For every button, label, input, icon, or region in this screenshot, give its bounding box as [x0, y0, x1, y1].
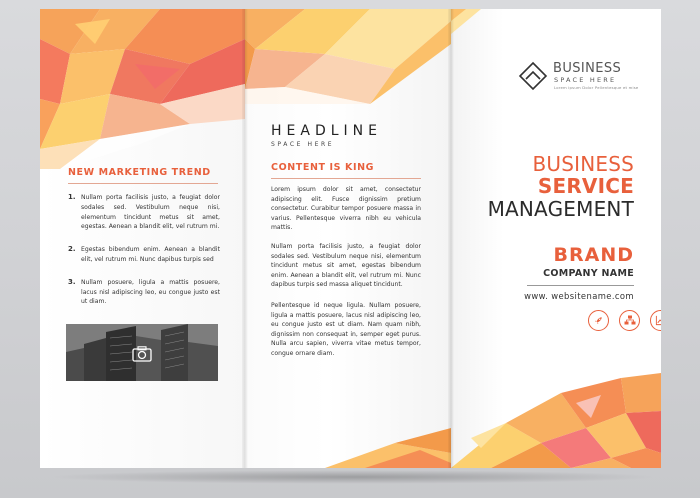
rocket-icon — [588, 310, 609, 331]
polygon-art-top-right — [451, 9, 661, 39]
company-name: COMPANY NAME — [543, 268, 634, 279]
list-text: Nullam porta facilisis justo, a feugiat dolor sodales sed. Vestibulum neque nisi, elementum tincidunt metus sit amet, egestas. Aenean a blandit elit, vel rutrum mi. — [81, 194, 220, 231]
title-line-service: SERVICE — [537, 174, 634, 198]
logo-title: BUSINESS — [553, 61, 622, 76]
section-title: CONTENT IS KING — [271, 162, 375, 173]
growth-chart-icon — [650, 310, 661, 331]
list-text: Nullam posuere, ligula a mattis posuere, lacus nisl adipiscing leo, eu congue justo est ut diam. — [81, 278, 220, 306]
fold-line — [448, 9, 454, 468]
list-number: 1. — [68, 193, 76, 201]
divider — [68, 183, 218, 184]
logo-tagline: Lorem ipsum Dolor Pellentesque et mise — [554, 85, 639, 90]
numbered-list — [68, 193, 220, 320]
polygon-art-bottom-middle — [245, 428, 451, 468]
diamond-logo-icon — [517, 60, 549, 92]
website-url: www. websitename.com — [524, 291, 634, 301]
list-item — [68, 278, 220, 307]
divider — [271, 178, 421, 179]
body-paragraph: Pellentesque id neque ligula. Nullam posuere, ligula a mattis posuere, lacus nisl adipiscing leo, eu congue justo est ut diam. Nam quam nibh, dignissim non consequat in, semper eget purus. Nulla arcu sapien, viverra vitae metus tempor, congue ornare diam. — [271, 302, 421, 357]
body-paragraph: Lorem ipsum dolor sit amet, consectetur adipiscing elit. Fusce dignissim pretium consectetur. Curabitur tempor posuere massa in varius. Pellentesque viverra nibh eu vehicula mattis. — [271, 186, 421, 232]
polygon-art-top-left — [40, 9, 245, 169]
photo-placeholder — [66, 324, 218, 381]
polygon-art-top-middle — [245, 9, 451, 109]
logo-subtitle: SPACE HERE — [554, 76, 617, 84]
list-number: 3. — [68, 277, 76, 286]
polygon-art-bottom-right — [451, 373, 661, 468]
list-text: Egestas bibendum enim. Aenean a blandit elit, vel rutrum mi. Nunc dapibus turpis sed — [81, 246, 220, 263]
headline: HEADLINE — [271, 123, 382, 139]
divider — [527, 285, 634, 286]
list-item — [68, 193, 220, 232]
contact-icons — [588, 310, 661, 332]
section-title: NEW MARKETING TREND — [68, 167, 211, 178]
brochure-shadow — [48, 470, 658, 484]
trifold-brochure — [40, 9, 661, 468]
team-icon — [619, 310, 640, 331]
list-number: 2. — [68, 245, 76, 254]
brand-name: BRAND — [553, 244, 634, 266]
subheadline: SPACE HERE — [271, 141, 335, 148]
title-line-management: MANAGEMENT — [487, 197, 634, 221]
camera-icon — [132, 346, 152, 362]
panel-right — [451, 9, 661, 468]
body-paragraph: Nullam porta facilisis justo, a feugiat dolor sodales sed. Vestibulum neque nisi, elementum tincidunt metus sit amet, egestas bibendum enim. Aenean a blandit elit, vel rutrum mi. Nunc dapibus turpis sed massa aliquet tincidunt. — [271, 243, 421, 289]
panel-left — [40, 9, 245, 468]
panel-middle — [245, 9, 451, 468]
fold-line — [242, 9, 248, 468]
list-item — [68, 245, 220, 265]
business-logo — [517, 58, 657, 98]
title-line-business: BUSINESS — [532, 152, 634, 176]
